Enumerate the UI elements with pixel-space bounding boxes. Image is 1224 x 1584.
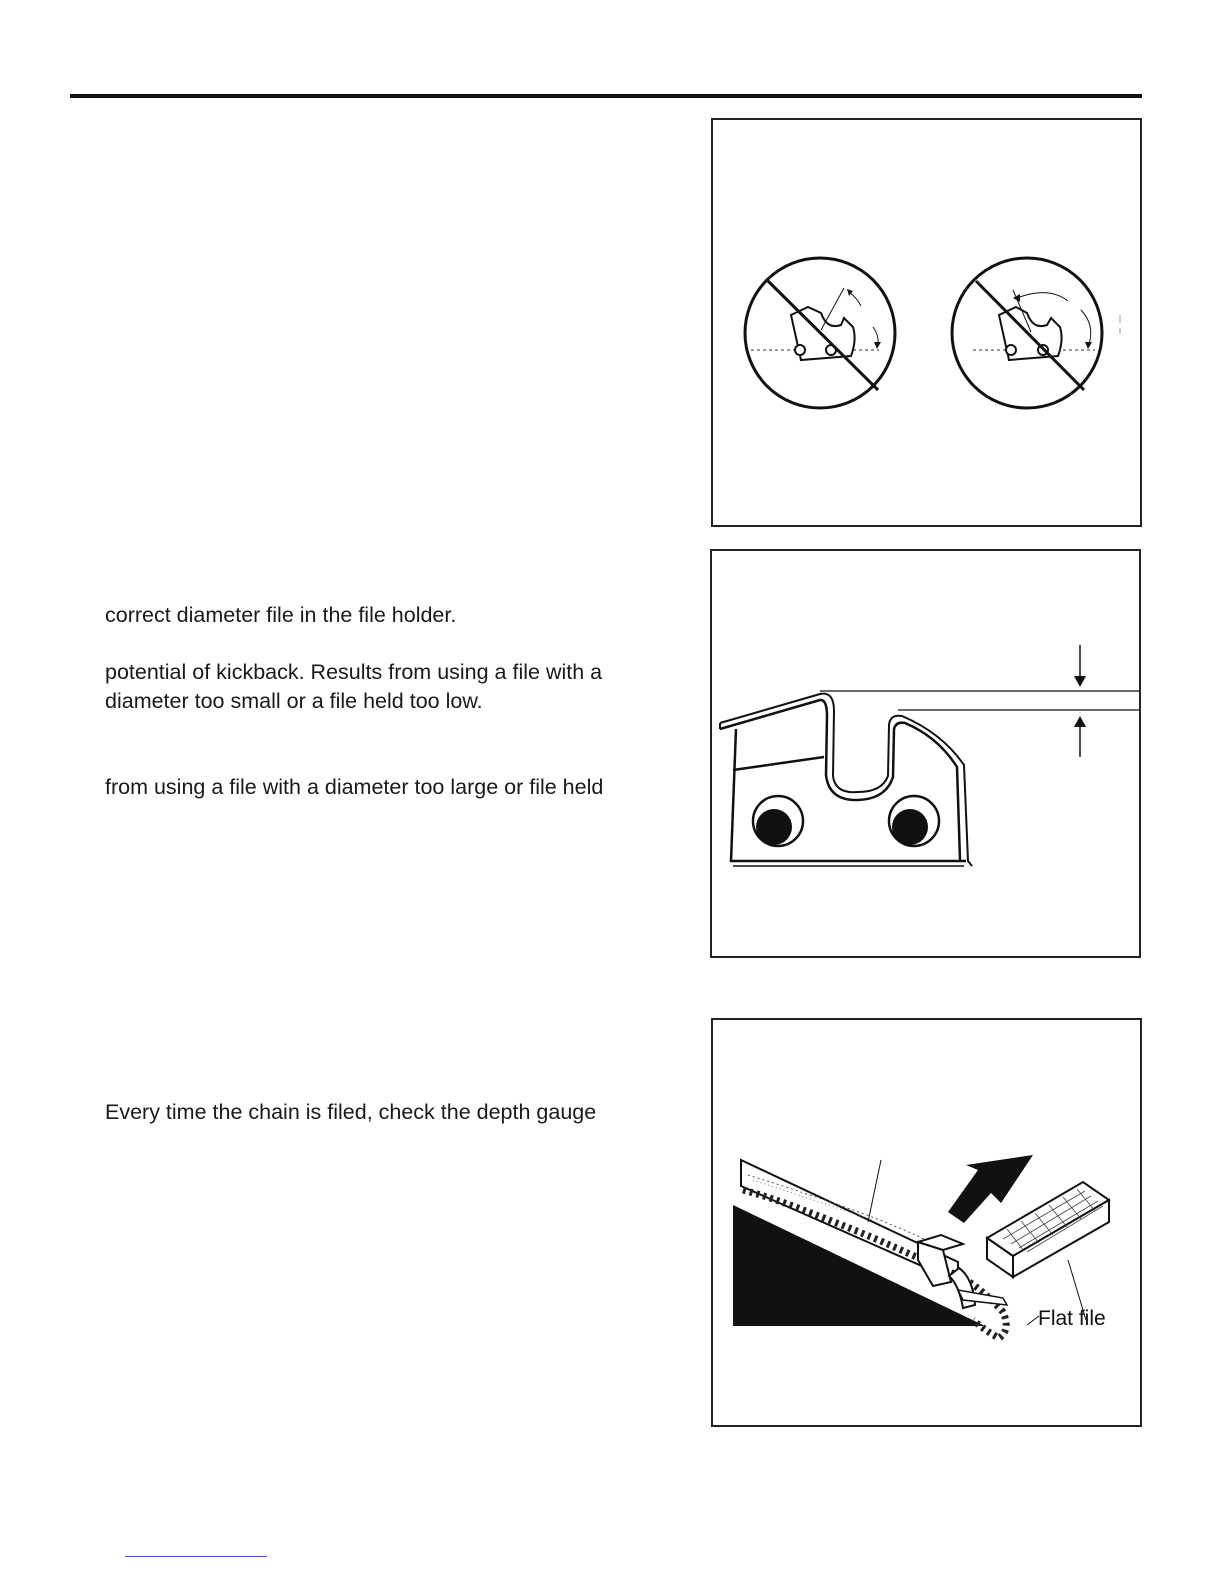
incorrect-filing-illustration	[713, 120, 1144, 529]
figure-incorrect-filing	[711, 118, 1142, 527]
body-text-line: diameter too small or a file held too low.	[105, 689, 483, 713]
figure-depth-gauge-profile	[710, 549, 1141, 958]
cutter-hook-example	[745, 258, 895, 408]
header-rule	[70, 94, 1142, 98]
flat-file-label: Flat file	[1038, 1307, 1106, 1330]
body-text-line: Every time the chain is filed, check the depth gauge	[105, 1100, 597, 1124]
figure-depth-gauge-tool	[711, 1018, 1142, 1427]
depth-gauge-profile-illustration	[712, 551, 1143, 960]
footer-link-underline[interactable]	[125, 1556, 267, 1557]
body-text-line: from using a file with a diameter too large or file held	[105, 775, 604, 799]
body-text-line: correct diameter file in the file holder.	[105, 603, 457, 627]
cutter-backslope-example	[952, 258, 1120, 408]
depth-gauge-tool-illustration	[713, 1020, 1144, 1429]
body-text-line: potential of kickback. Results from using a file with a	[105, 660, 603, 684]
